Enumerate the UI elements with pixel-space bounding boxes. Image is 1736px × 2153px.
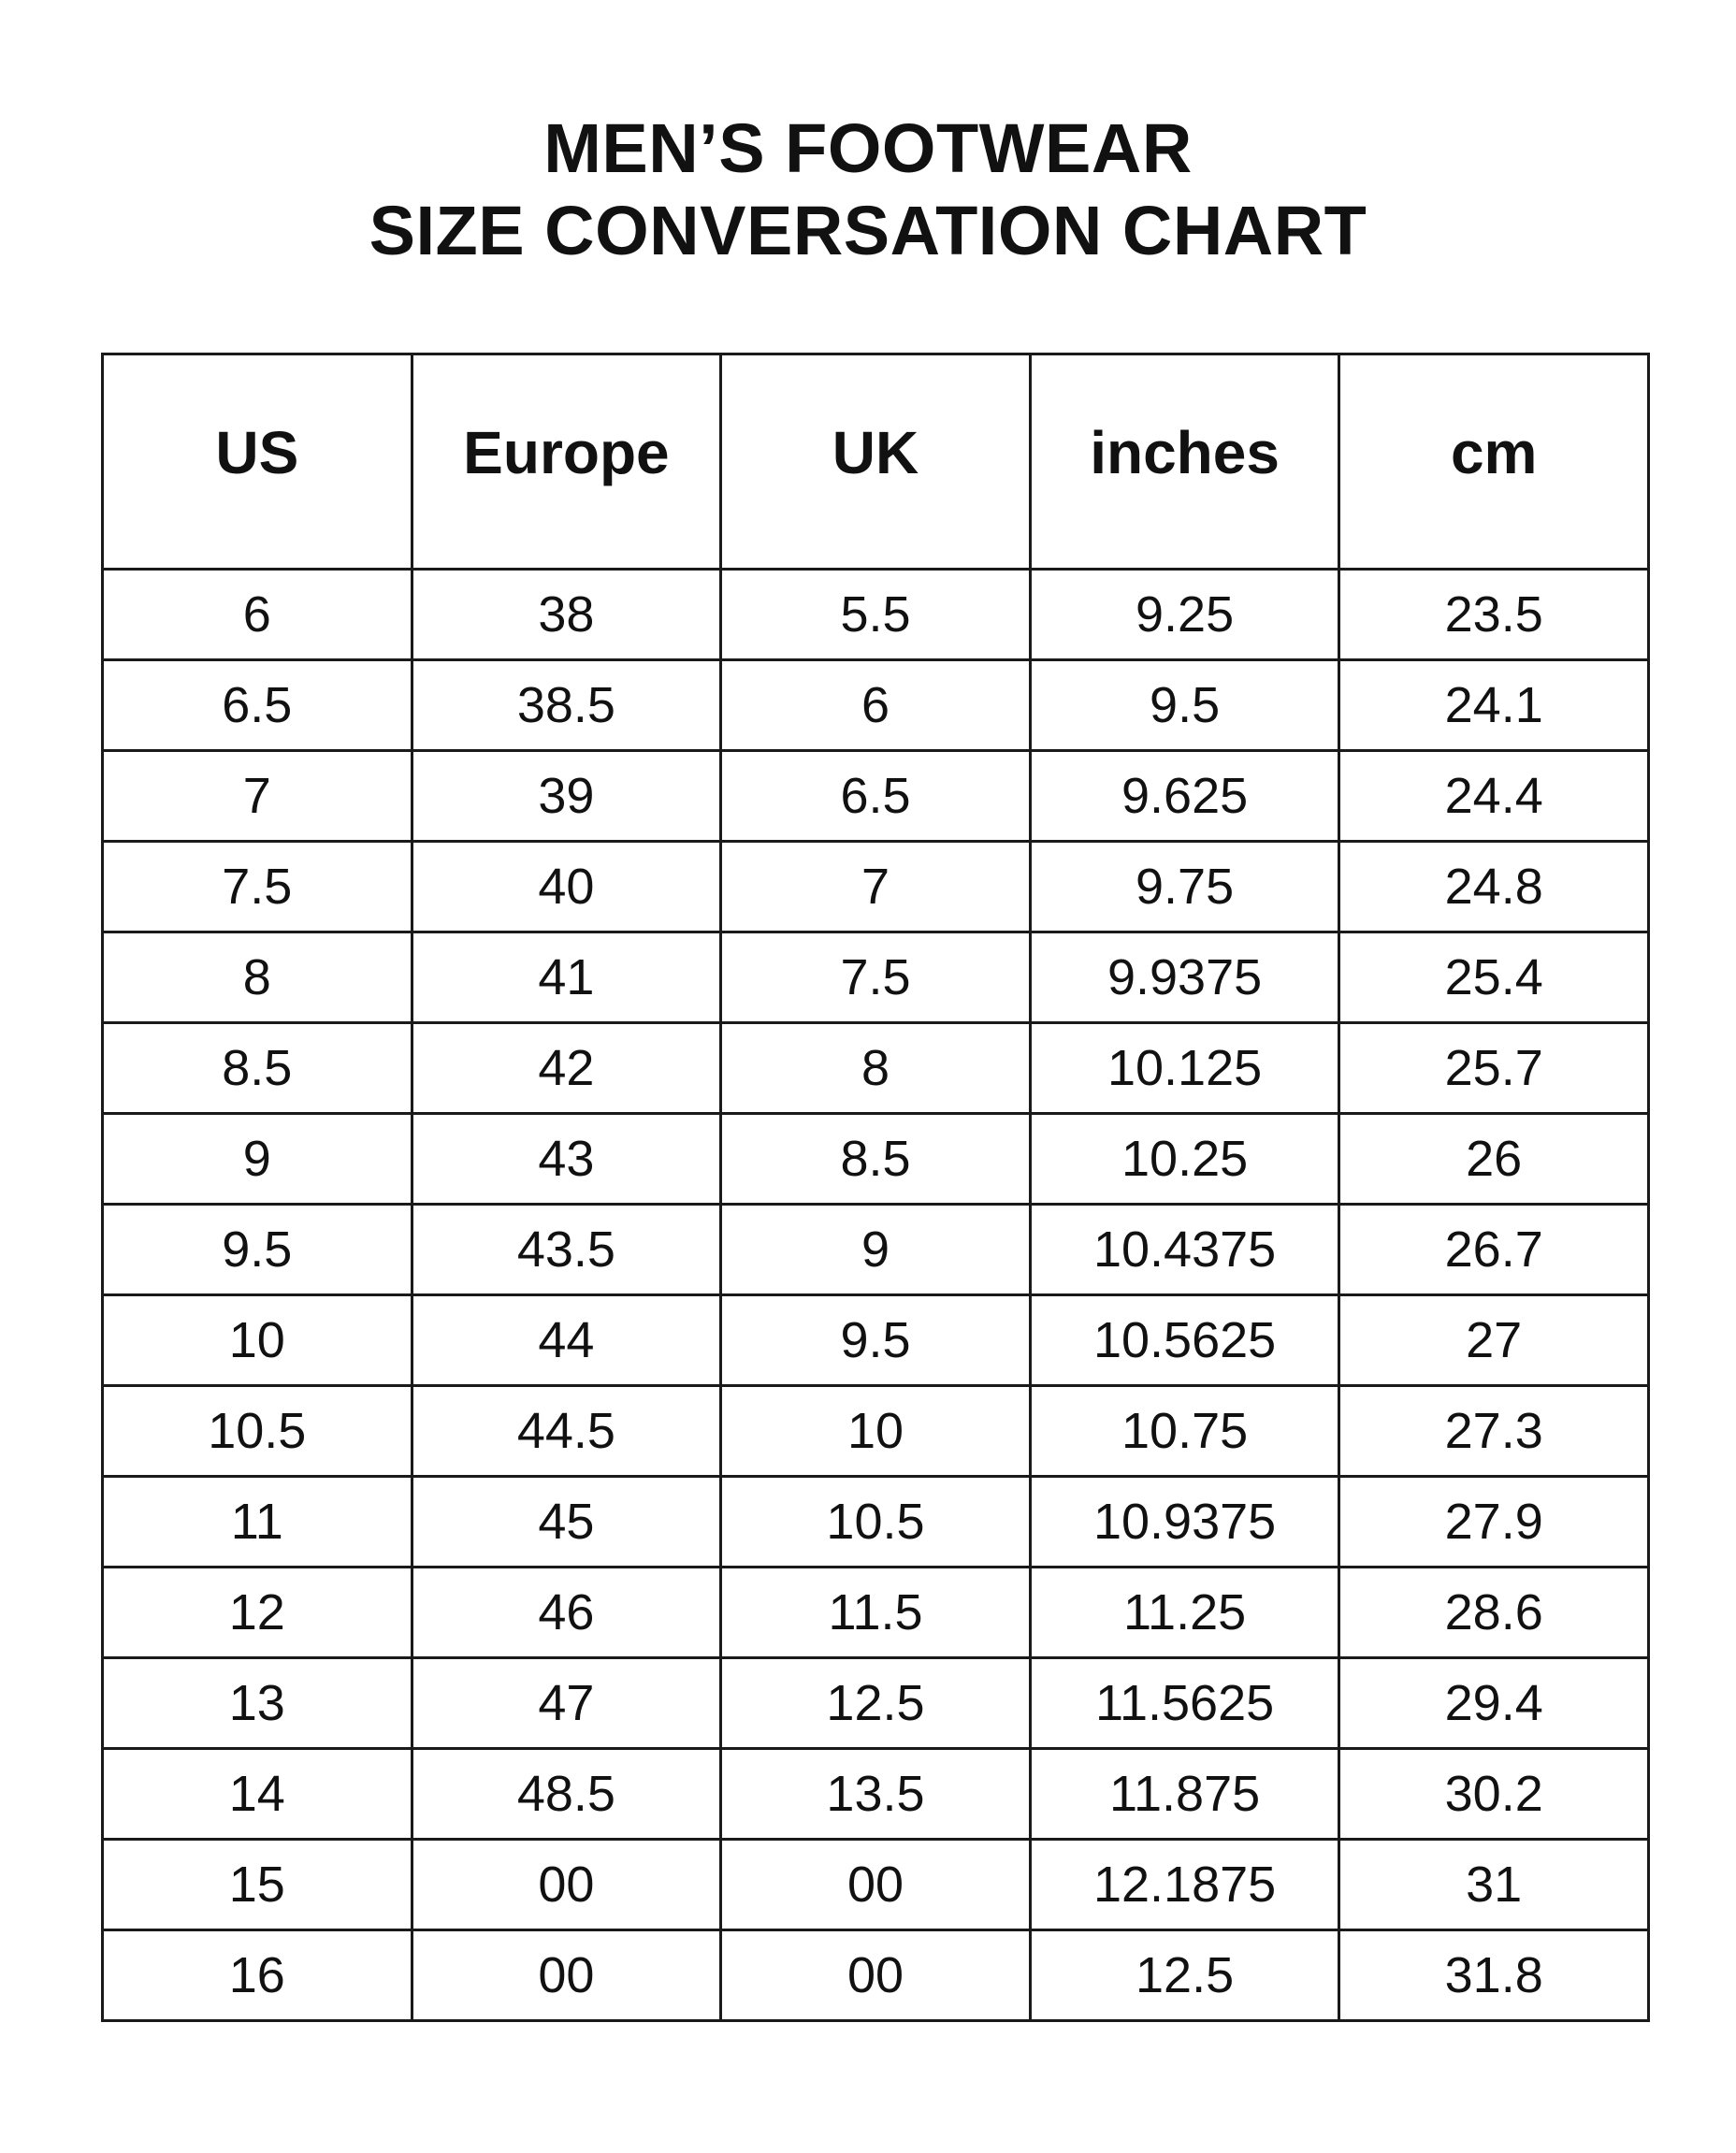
cell-inches: 10.9375 — [1030, 1477, 1339, 1568]
cell-uk: 7 — [721, 842, 1031, 932]
cell-uk: 6.5 — [721, 751, 1031, 842]
header-cm: cm — [1339, 354, 1649, 570]
cell-us: 13 — [103, 1658, 412, 1749]
cell-europe: 47 — [412, 1658, 721, 1749]
cell-cm: 27.9 — [1339, 1477, 1649, 1568]
cell-uk: 8 — [721, 1023, 1031, 1114]
table-row — [103, 660, 1649, 751]
cell-cm: 28.6 — [1339, 1568, 1649, 1658]
header-inches: inches — [1030, 354, 1339, 570]
cell-uk: 8.5 — [721, 1114, 1031, 1205]
cell-uk: 12.5 — [721, 1658, 1031, 1749]
cell-inches: 11.5625 — [1030, 1658, 1339, 1749]
cell-cm: 31 — [1339, 1840, 1649, 1930]
cell-inches: 9.625 — [1030, 751, 1339, 842]
cell-europe: 43.5 — [412, 1205, 721, 1295]
title-line-1: MEN’S FOOTWEAR — [543, 109, 1193, 187]
cell-us: 8 — [103, 932, 412, 1023]
cell-us: 14 — [103, 1749, 412, 1840]
cell-cm: 26.7 — [1339, 1205, 1649, 1295]
cell-cm: 30.2 — [1339, 1749, 1649, 1840]
cell-us: 6.5 — [103, 660, 412, 751]
table-row — [103, 1386, 1649, 1477]
cell-inches: 9.75 — [1030, 842, 1339, 932]
cell-cm: 25.4 — [1339, 932, 1649, 1023]
cell-inches: 12.5 — [1030, 1930, 1339, 2021]
cell-cm: 24.4 — [1339, 751, 1649, 842]
cell-europe: 39 — [412, 751, 721, 842]
table-row — [103, 1477, 1649, 1568]
cell-inches: 12.1875 — [1030, 1840, 1339, 1930]
cell-us: 10 — [103, 1295, 412, 1386]
cell-us: 10.5 — [103, 1386, 412, 1477]
size-conversion-table — [101, 353, 1650, 2022]
cell-uk: 00 — [721, 1930, 1031, 2021]
cell-cm: 24.1 — [1339, 660, 1649, 751]
cell-us: 16 — [103, 1930, 412, 2021]
cell-us: 12 — [103, 1568, 412, 1658]
cell-inches: 11.875 — [1030, 1749, 1339, 1840]
cell-inches: 10.4375 — [1030, 1205, 1339, 1295]
table-body — [103, 570, 1649, 2021]
header-uk: UK — [721, 354, 1031, 570]
cell-cm: 27 — [1339, 1295, 1649, 1386]
cell-uk: 11.5 — [721, 1568, 1031, 1658]
header-europe: Europe — [412, 354, 721, 570]
cell-inches: 10.5625 — [1030, 1295, 1339, 1386]
cell-europe: 41 — [412, 932, 721, 1023]
table-row — [103, 1114, 1649, 1205]
cell-uk: 6 — [721, 660, 1031, 751]
cell-uk: 10.5 — [721, 1477, 1031, 1568]
cell-europe: 48.5 — [412, 1749, 721, 1840]
cell-cm: 27.3 — [1339, 1386, 1649, 1477]
cell-inches: 10.125 — [1030, 1023, 1339, 1114]
cell-europe: 00 — [412, 1840, 721, 1930]
header-us: US — [103, 354, 412, 570]
cell-uk: 9.5 — [721, 1295, 1031, 1386]
cell-inches: 10.25 — [1030, 1114, 1339, 1205]
page-title — [0, 108, 1736, 272]
cell-europe: 45 — [412, 1477, 721, 1568]
cell-europe: 00 — [412, 1930, 721, 2021]
cell-us: 11 — [103, 1477, 412, 1568]
cell-inches: 11.25 — [1030, 1568, 1339, 1658]
table-row — [103, 1749, 1649, 1840]
cell-cm: 23.5 — [1339, 570, 1649, 660]
table-row — [103, 1295, 1649, 1386]
cell-inches: 9.25 — [1030, 570, 1339, 660]
cell-inches: 9.5 — [1030, 660, 1339, 751]
cell-uk: 00 — [721, 1840, 1031, 1930]
table-row — [103, 1930, 1649, 2021]
cell-cm: 29.4 — [1339, 1658, 1649, 1749]
cell-europe: 38.5 — [412, 660, 721, 751]
table-row — [103, 1023, 1649, 1114]
cell-cm: 31.8 — [1339, 1930, 1649, 2021]
cell-europe: 46 — [412, 1568, 721, 1658]
cell-uk: 5.5 — [721, 570, 1031, 660]
table-row — [103, 842, 1649, 932]
cell-us: 7 — [103, 751, 412, 842]
table-row — [103, 570, 1649, 660]
cell-us: 15 — [103, 1840, 412, 1930]
title-line-2: SIZE CONVERSATION CHART — [369, 192, 1367, 269]
table-row — [103, 1658, 1649, 1749]
cell-cm: 26 — [1339, 1114, 1649, 1205]
table-row — [103, 1840, 1649, 1930]
table-row — [103, 1205, 1649, 1295]
cell-inches: 10.75 — [1030, 1386, 1339, 1477]
cell-us: 9.5 — [103, 1205, 412, 1295]
cell-europe: 38 — [412, 570, 721, 660]
table-row — [103, 751, 1649, 842]
cell-europe: 44 — [412, 1295, 721, 1386]
cell-uk: 9 — [721, 1205, 1031, 1295]
cell-uk: 7.5 — [721, 932, 1031, 1023]
table-row — [103, 1568, 1649, 1658]
cell-inches: 9.9375 — [1030, 932, 1339, 1023]
cell-cm: 25.7 — [1339, 1023, 1649, 1114]
cell-us: 6 — [103, 570, 412, 660]
cell-us: 8.5 — [103, 1023, 412, 1114]
table-row — [103, 932, 1649, 1023]
cell-cm: 24.8 — [1339, 842, 1649, 932]
cell-uk: 10 — [721, 1386, 1031, 1477]
cell-uk: 13.5 — [721, 1749, 1031, 1840]
header-row — [103, 354, 1649, 570]
cell-europe: 44.5 — [412, 1386, 721, 1477]
cell-europe: 40 — [412, 842, 721, 932]
cell-europe: 42 — [412, 1023, 721, 1114]
cell-europe: 43 — [412, 1114, 721, 1205]
cell-us: 7.5 — [103, 842, 412, 932]
cell-us: 9 — [103, 1114, 412, 1205]
